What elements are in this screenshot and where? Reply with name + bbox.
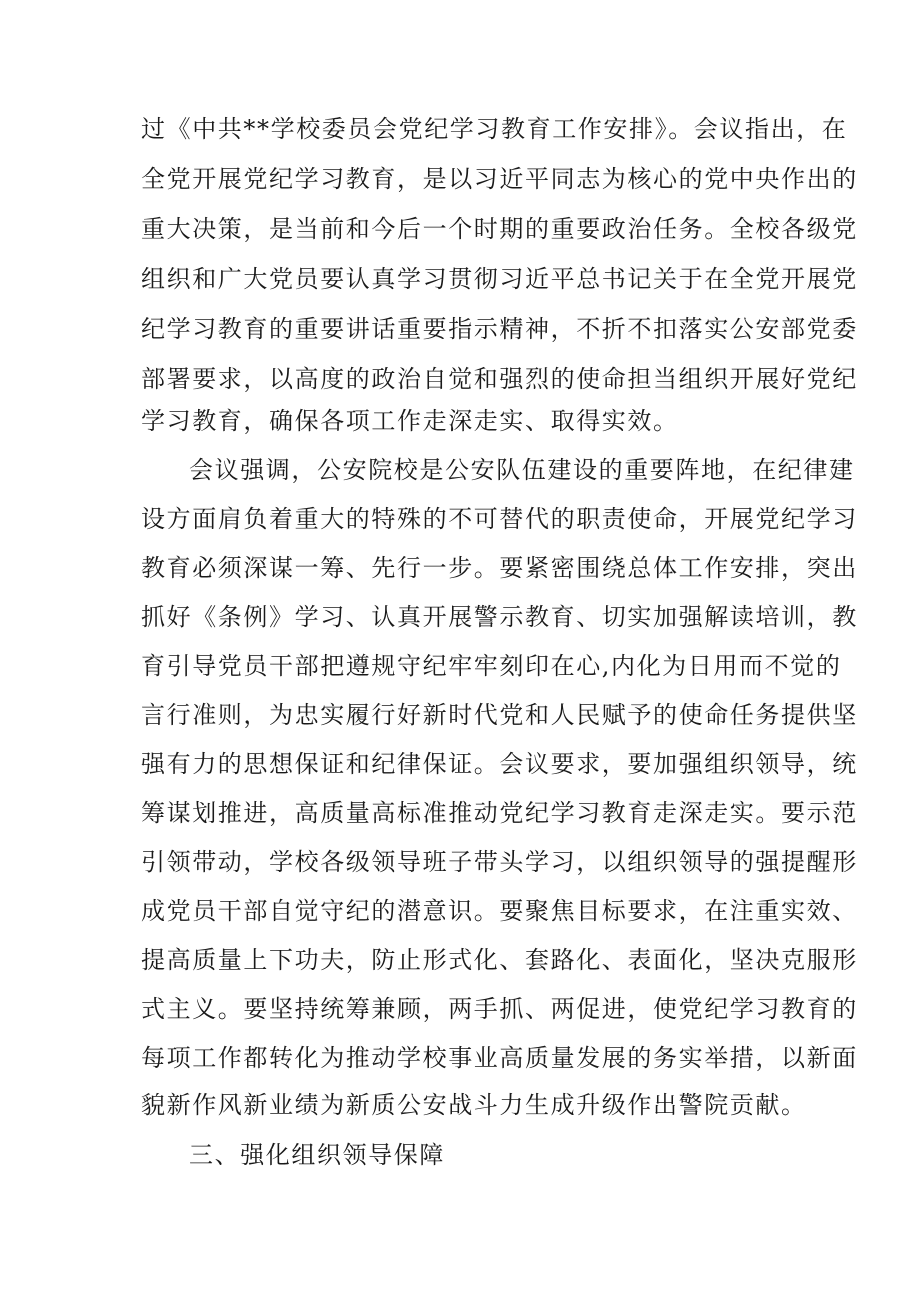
text-line: 学习教育，确保各项工作走深走实、取得实效。: [141, 407, 679, 435]
text-line: 纪学习教育的重要讲话重要指示精神，不折不扣落实公安部党委: [141, 315, 858, 343]
text-line: 组织和广大党员要认真学习贯彻习近平总书记关于在全党开展党: [141, 265, 858, 293]
text-line: 育引导党员干部把遵规守纪牢牢刻印在心,内化为日用而不觉的: [141, 652, 842, 680]
section-heading: 三、强化组织领导保障: [189, 1141, 445, 1169]
text-line: 强有力的思想保证和纪律保证。会议要求，要加强组织领导，统: [141, 750, 858, 778]
text-line: 教育必须深谋一筹、先行一步。要紧密围绕总体工作安排，突出: [141, 554, 858, 582]
text-line: 部署要求，以高度的政治自觉和强烈的使命担当组织开展好党纪: [141, 365, 858, 393]
text-line: 筹谋划推进，高质量高标准推动党纪学习教育走深走实。要示范: [141, 799, 858, 827]
text-line: 抓好《条例》学习、认真开展警示教育、切实加强解读培训，教: [141, 603, 858, 631]
text-line: 过《中共**学校委员会党纪学习教育工作安排》。会议指出，在: [141, 115, 848, 143]
text-line: 全党开展党纪学习教育，是以习近平同志为核心的党中央作出的: [141, 165, 858, 193]
text-line: 貌新作风新业绩为新质公安战斗力生成升级作出警院贡献。: [141, 1091, 807, 1119]
text-line: 提高质量上下功夫，防止形式化、套路化、表面化，坚决克服形: [141, 946, 858, 974]
text-line: 成党员干部自觉守纪的潜意识。要聚焦目标要求，在注重实效、: [141, 897, 858, 925]
text-line: 式主义。要坚持统筹兼顾，两手抓、两促进，使党纪学习教育的: [141, 995, 858, 1023]
text-line: 重大决策，是当前和今后一个时期的重要政治任务。全校各级党: [141, 215, 858, 243]
text-line: 设方面肩负着重大的特殊的不可替代的职责使命，开展党纪学习: [141, 505, 858, 533]
text-line: 会议强调，公安院校是公安队伍建设的重要阵地，在纪律建: [189, 456, 855, 484]
text-line: 每项工作都转化为推动学校事业高质量发展的务实举措，以新面: [141, 1044, 858, 1072]
text-line: 言行准则，为忠实履行好新时代党和人民赋予的使命任务提供坚: [141, 701, 858, 729]
text-line: 引领带动，学校各级领导班子带头学习，以组织领导的强提醒形: [141, 848, 858, 876]
